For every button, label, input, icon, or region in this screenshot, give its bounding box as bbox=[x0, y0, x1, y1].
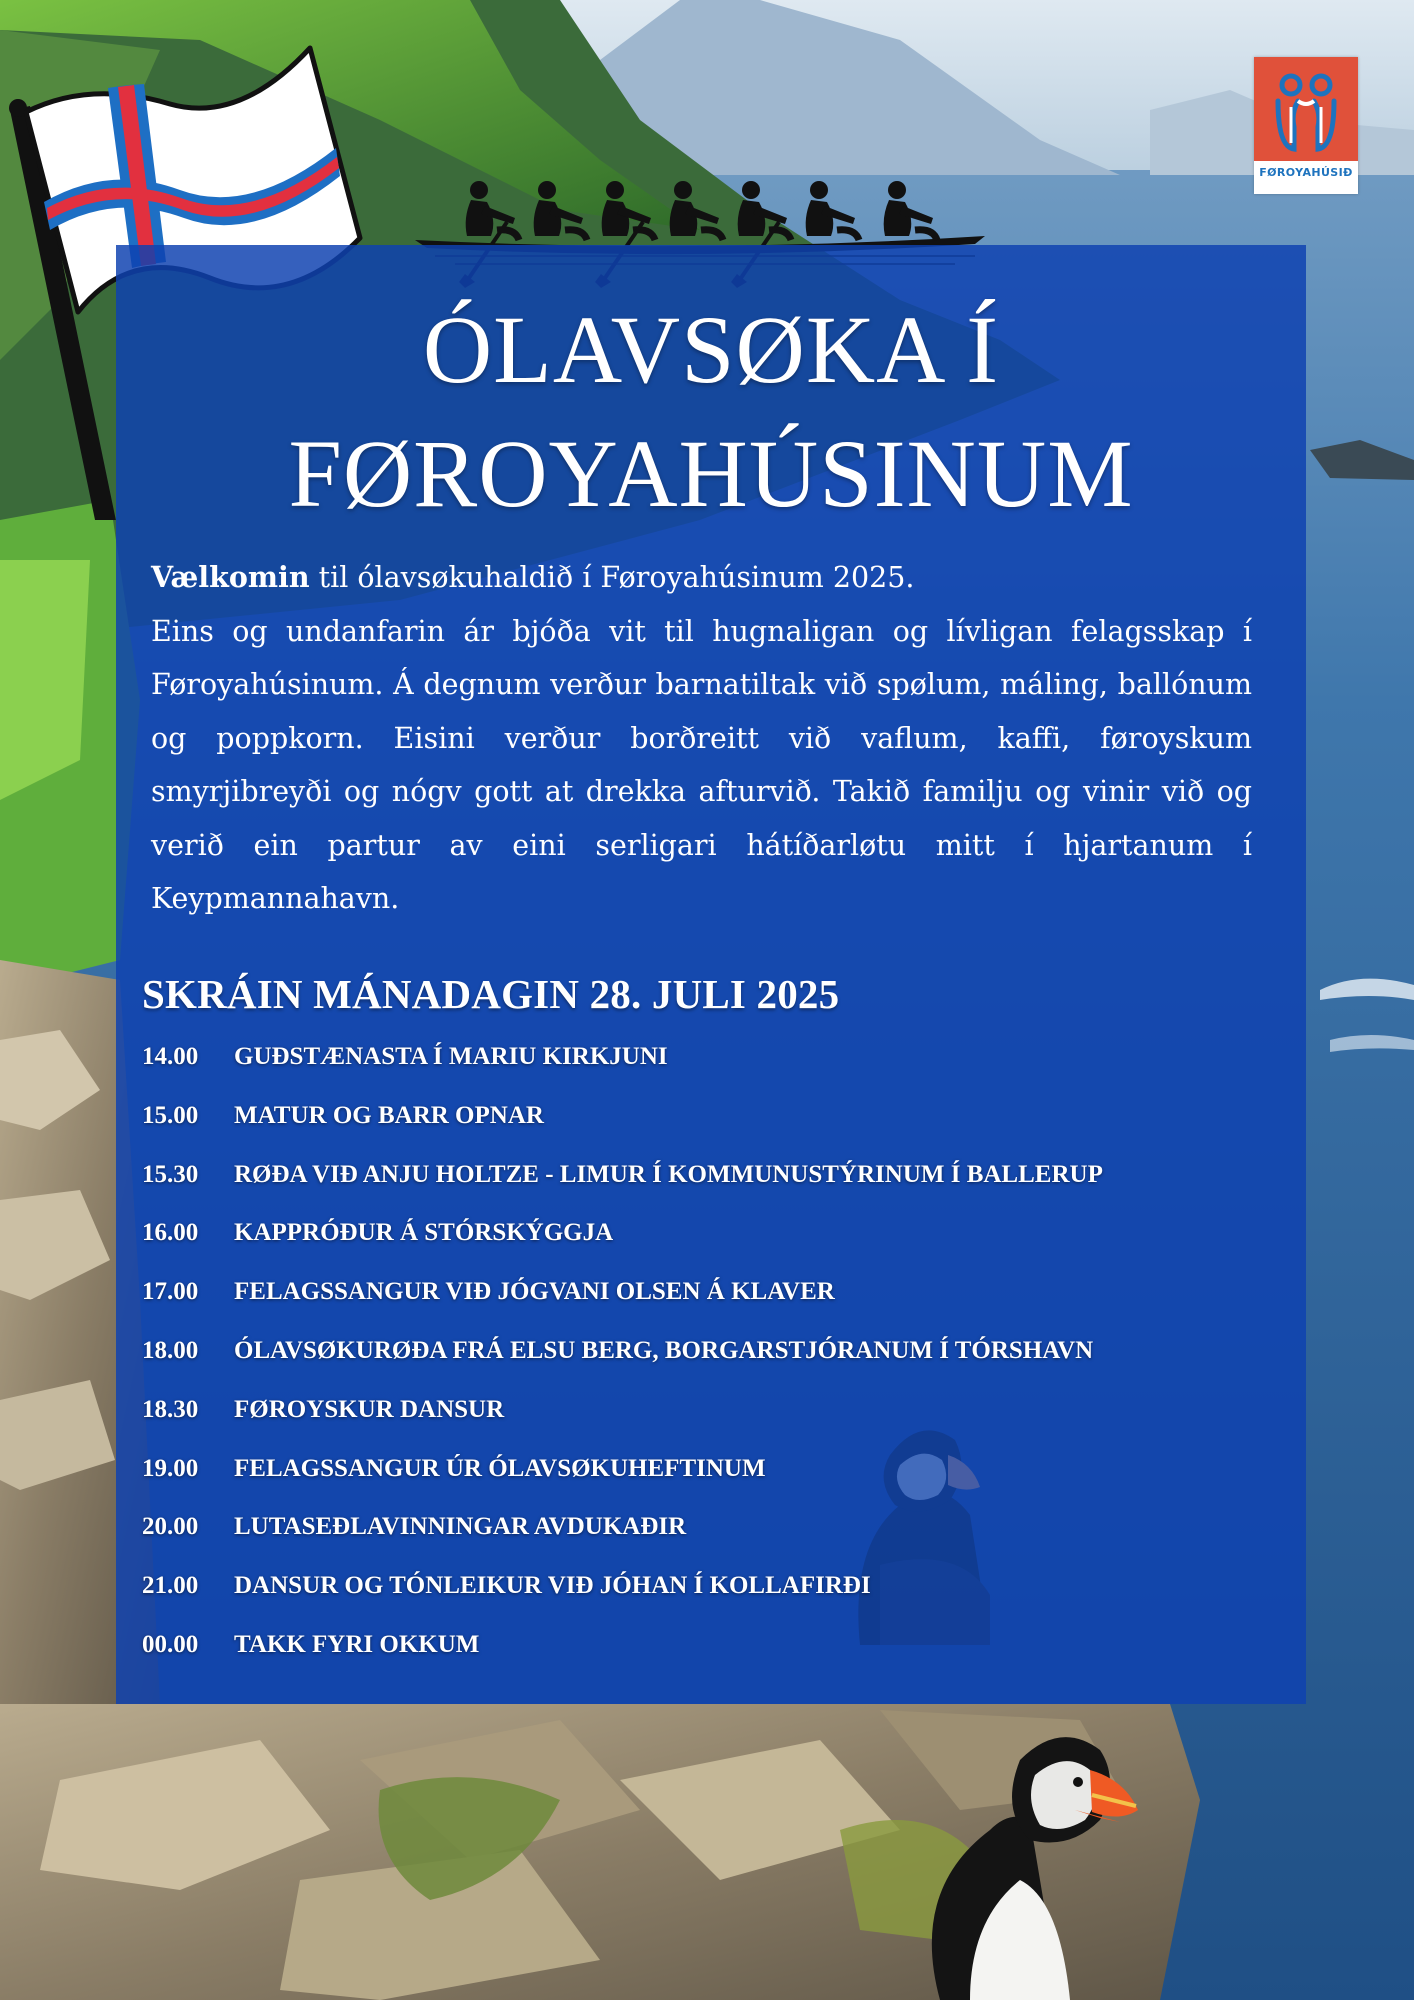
schedule-event: RØÐA VIÐ ANJU HOLTZE - LIMUR Í KOMMUNUSTÝRINUM Í BALLERUP bbox=[234, 1160, 1103, 1188]
schedule-event: DANSUR OG TÓNLEIKUR VIÐ JÓHAN Í KOLLAFIRÐI bbox=[234, 1572, 871, 1600]
schedule-time: 18.00 bbox=[142, 1336, 199, 1364]
schedule-time: 16.00 bbox=[142, 1219, 199, 1247]
schedule-event: TAKK FYRI OKKUM bbox=[234, 1630, 480, 1658]
schedule-event: GUÐSTÆNASTA Í MARIU KIRKJUNI bbox=[234, 1043, 668, 1070]
schedule-item bbox=[142, 1558, 1292, 1617]
intro-body: Eins og undanfarin ár bjóða vit til hugnaligan og lívligan felagsskap í Føroyahúsinum. Á degnum verður barnatiltak við spølum, máling, ballónum og poppkorn. Eisini verður borðreitt við vaflum, kaffi, føroyskum smyrjibreyði og nógv gott at drekka afturvið. Takið familju og vinir við og verið ein partur av eini serligari hátíðarløtu mitt í hjartanum í Keypmannahavn. bbox=[151, 614, 1252, 915]
schedule-event: LUTASEÐLAVINNINGAR AVDUKAÐIR bbox=[234, 1513, 687, 1541]
schedule-time: 14.00 bbox=[142, 1043, 199, 1070]
schedule-time: 21.00 bbox=[142, 1572, 199, 1600]
schedule-time: 19.00 bbox=[142, 1454, 199, 1482]
intro-text bbox=[151, 551, 1252, 926]
schedule-item bbox=[142, 1205, 1292, 1264]
schedule-heading: SKRÁIN MÁNADAGIN 28. JULI 2025 bbox=[142, 971, 840, 1017]
schedule-item bbox=[142, 1617, 1292, 1676]
schedule-time: 18.30 bbox=[142, 1395, 199, 1423]
title-line-1: ÓLAVSØKA Í bbox=[422, 296, 1000, 403]
schedule-item bbox=[142, 1264, 1292, 1323]
schedule-event: FØROYSKUR DANSUR bbox=[234, 1395, 505, 1423]
title-line-2: FØROYAHÚSINUM bbox=[288, 420, 1134, 527]
schedule-time: 00.00 bbox=[142, 1630, 199, 1658]
schedule-item bbox=[142, 1088, 1292, 1147]
schedule-list bbox=[142, 1029, 1292, 1676]
schedule-event: KAPPRÓÐUR Á STÓRSKÝGGJA bbox=[234, 1219, 614, 1247]
welcome-line bbox=[151, 551, 1252, 605]
schedule-item bbox=[142, 1441, 1292, 1500]
welcome-bold: Vælkomin bbox=[151, 560, 310, 594]
logo-emblem-icon bbox=[1254, 57, 1358, 161]
schedule-event: ÓLAVSØKURØÐA FRÁ ELSU BERG, BORGARSTJÓRANUM Í TÓRSHAVN bbox=[234, 1336, 1094, 1364]
schedule-event: MATUR OG BARR OPNAR bbox=[234, 1101, 544, 1129]
schedule-time: 20.00 bbox=[142, 1513, 199, 1541]
puffin-image bbox=[820, 1700, 1180, 2000]
schedule-item bbox=[142, 1323, 1292, 1382]
schedule-item bbox=[142, 1147, 1292, 1206]
page-title bbox=[116, 288, 1306, 536]
schedule-event: FELAGSSANGUR VIÐ JÓGVANI OLSEN Á KLAVER bbox=[234, 1278, 835, 1306]
schedule-event: FELAGSSANGUR ÚR ÓLAVSØKUHEFTINUM bbox=[234, 1454, 766, 1482]
schedule-item bbox=[142, 1029, 1292, 1088]
welcome-rest: til ólavsøkuhaldið í Føroyahúsinum 2025. bbox=[309, 561, 915, 594]
foroyahusid-logo bbox=[1254, 57, 1358, 194]
logo-name: FØROYAHÚSIÐ bbox=[1259, 166, 1353, 179]
schedule-time: 15.00 bbox=[142, 1101, 199, 1129]
schedule-time: 17.00 bbox=[142, 1278, 199, 1306]
schedule-time: 15.30 bbox=[142, 1160, 199, 1188]
schedule-item bbox=[142, 1382, 1292, 1441]
schedule-item bbox=[142, 1499, 1292, 1558]
